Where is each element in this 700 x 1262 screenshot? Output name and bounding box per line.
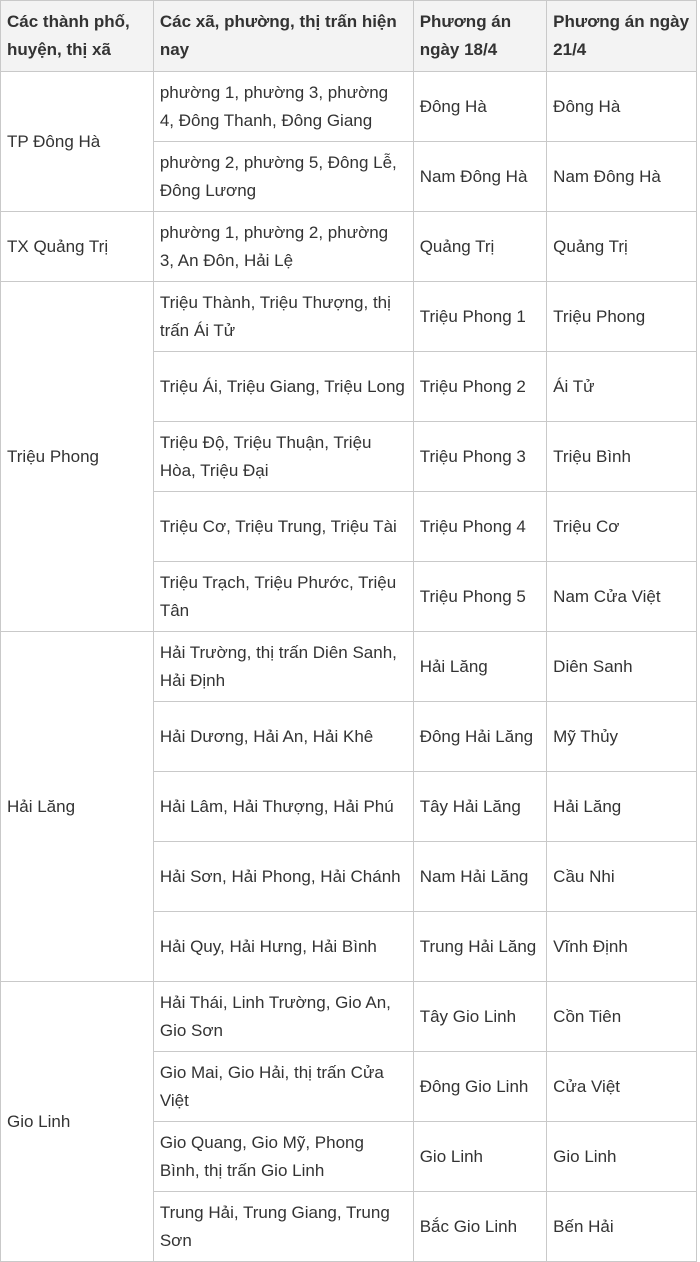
- current-communes-cell: Gio Quang, Gio Mỹ, Phong Bình, thị trấn Gio Linh: [153, 1122, 413, 1192]
- table-row: [1, 632, 697, 702]
- table-body: [1, 72, 697, 1262]
- plan-21-4-cell: Triệu Cơ: [547, 492, 697, 562]
- plan-21-4-cell: Nam Đông Hà: [547, 142, 697, 212]
- plan-18-4-cell: Nam Hải Lăng: [413, 842, 546, 912]
- header-plan-18-4: Phương án ngày 18/4: [413, 1, 546, 72]
- plan-18-4-cell: Hải Lăng: [413, 632, 546, 702]
- current-communes-cell: Triệu Cơ, Triệu Trung, Triệu Tài: [153, 492, 413, 562]
- plan-18-4-cell: Bắc Gio Linh: [413, 1192, 546, 1262]
- plan-21-4-cell: Diên Sanh: [547, 632, 697, 702]
- plan-21-4-cell: Gio Linh: [547, 1122, 697, 1192]
- table-header: [1, 1, 697, 72]
- plan-21-4-cell: Cửa Việt: [547, 1052, 697, 1122]
- district-cell: Triệu Phong: [1, 282, 154, 632]
- table-row: [1, 72, 697, 142]
- plan-21-4-cell: Hải Lăng: [547, 772, 697, 842]
- current-communes-cell: phường 1, phường 2, phường 3, An Đôn, Hải Lệ: [153, 212, 413, 282]
- current-communes-cell: Hải Dương, Hải An, Hải Khê: [153, 702, 413, 772]
- current-communes-cell: Triệu Ái, Triệu Giang, Triệu Long: [153, 352, 413, 422]
- current-communes-cell: Triệu Trạch, Triệu Phước, Triệu Tân: [153, 562, 413, 632]
- plan-21-4-cell: Đông Hà: [547, 72, 697, 142]
- plan-18-4-cell: Triệu Phong 3: [413, 422, 546, 492]
- current-communes-cell: Hải Quy, Hải Hưng, Hải Bình: [153, 912, 413, 982]
- plan-18-4-cell: Đông Gio Linh: [413, 1052, 546, 1122]
- current-communes-cell: phường 2, phường 5, Đông Lễ, Đông Lương: [153, 142, 413, 212]
- plan-21-4-cell: Nam Cửa Việt: [547, 562, 697, 632]
- table-row: [1, 282, 697, 352]
- current-communes-cell: Gio Mai, Gio Hải, thị trấn Cửa Việt: [153, 1052, 413, 1122]
- plan-21-4-cell: Quảng Trị: [547, 212, 697, 282]
- plan-18-4-cell: Đông Hà: [413, 72, 546, 142]
- table-row: [1, 212, 697, 282]
- plan-18-4-cell: Triệu Phong 2: [413, 352, 546, 422]
- plan-21-4-cell: Bến Hải: [547, 1192, 697, 1262]
- district-cell: TP Đông Hà: [1, 72, 154, 212]
- current-communes-cell: Triệu Thành, Triệu Thượng, thị trấn Ái Tử: [153, 282, 413, 352]
- plan-18-4-cell: Triệu Phong 5: [413, 562, 546, 632]
- current-communes-cell: phường 1, phường 3, phường 4, Đông Thanh, Đông Giang: [153, 72, 413, 142]
- header-current-communes: Các xã, phường, thị trấn hiện nay: [153, 1, 413, 72]
- plan-18-4-cell: Tây Gio Linh: [413, 982, 546, 1052]
- district-cell: Gio Linh: [1, 982, 154, 1262]
- plan-21-4-cell: Mỹ Thủy: [547, 702, 697, 772]
- header-district: Các thành phố, huyện, thị xã: [1, 1, 154, 72]
- current-communes-cell: Hải Lâm, Hải Thượng, Hải Phú: [153, 772, 413, 842]
- district-cell: TX Quảng Trị: [1, 212, 154, 282]
- plan-18-4-cell: Trung Hải Lăng: [413, 912, 546, 982]
- header-row: [1, 1, 697, 72]
- plan-18-4-cell: Triệu Phong 1: [413, 282, 546, 352]
- plan-18-4-cell: Triệu Phong 4: [413, 492, 546, 562]
- plan-18-4-cell: Tây Hải Lăng: [413, 772, 546, 842]
- district-cell: Hải Lăng: [1, 632, 154, 982]
- header-plan-21-4: Phương án ngày 21/4: [547, 1, 697, 72]
- current-communes-cell: Hải Thái, Linh Trường, Gio An, Gio Sơn: [153, 982, 413, 1052]
- plan-18-4-cell: Gio Linh: [413, 1122, 546, 1192]
- current-communes-cell: Hải Trường, thị trấn Diên Sanh, Hải Định: [153, 632, 413, 702]
- plan-21-4-cell: Triệu Bình: [547, 422, 697, 492]
- current-communes-cell: Hải Sơn, Hải Phong, Hải Chánh: [153, 842, 413, 912]
- plan-21-4-cell: Vĩnh Định: [547, 912, 697, 982]
- plan-21-4-cell: Cầu Nhi: [547, 842, 697, 912]
- plan-21-4-cell: Ái Tử: [547, 352, 697, 422]
- plan-21-4-cell: Cồn Tiên: [547, 982, 697, 1052]
- table-row: [1, 982, 697, 1052]
- current-communes-cell: Triệu Độ, Triệu Thuận, Triệu Hòa, Triệu Đại: [153, 422, 413, 492]
- plan-18-4-cell: Đông Hải Lăng: [413, 702, 546, 772]
- plan-18-4-cell: Nam Đông Hà: [413, 142, 546, 212]
- plan-21-4-cell: Triệu Phong: [547, 282, 697, 352]
- plan-18-4-cell: Quảng Trị: [413, 212, 546, 282]
- current-communes-cell: Trung Hải, Trung Giang, Trung Sơn: [153, 1192, 413, 1262]
